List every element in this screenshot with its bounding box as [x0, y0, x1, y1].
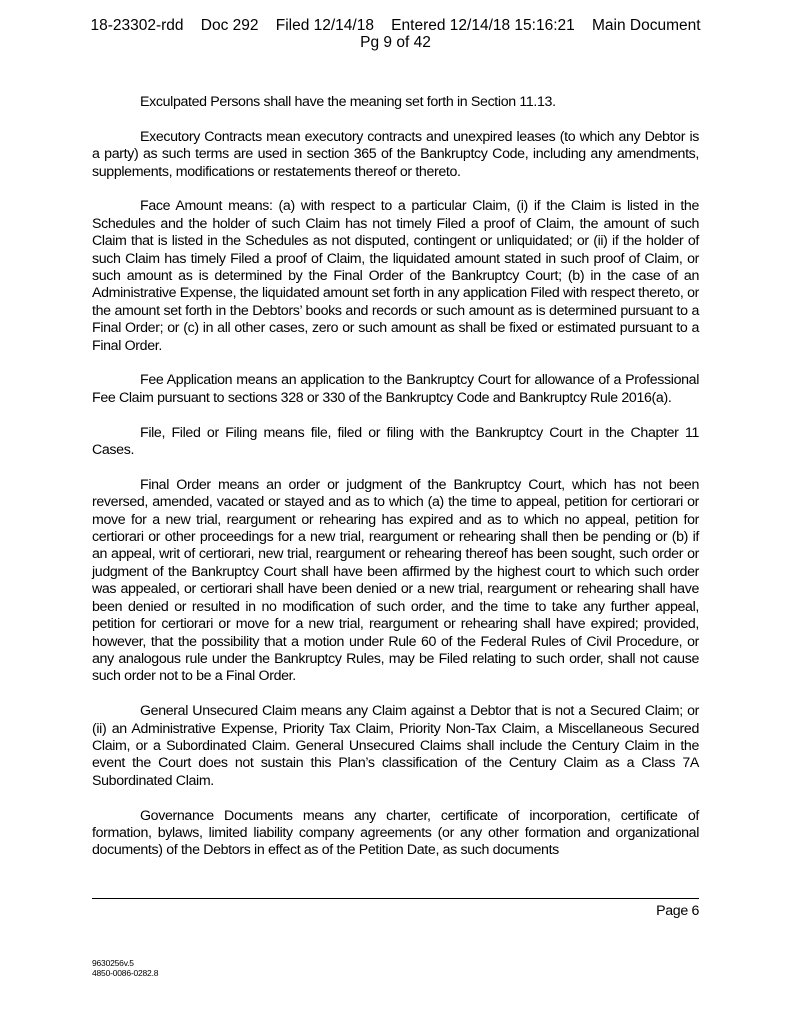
- court-filing-header: [0, 17, 791, 51]
- definition-file-filed-filing: File, Filed or Filing means file, filed or filing with the Bankruptcy Court in the Chapter 11 Cases.: [92, 424, 699, 459]
- definition-exculpated-persons: Exculpated Persons shall have the meaning set forth in Section 11.13.: [140, 94, 556, 110]
- page-number: Page 6: [656, 903, 699, 919]
- definition-governance-documents: Governance Documents means any charter, certificate of incorporation, certificate of formation, bylaws, limited liability company agreements (or any other formation and organizational documents) of the Debtors in effect as of the Petition Date, as such documents: [92, 807, 699, 859]
- document-id-secondary: 4850-0086-0282.8: [92, 968, 159, 978]
- definitions-body: [92, 94, 699, 860]
- definition-final-order: Final Order means an order or judgment of the Bankruptcy Court, which has not been reversed, amended, vacated or stayed and as to which (a) the time to appeal, petition for certiorari or move for a new trial, reargument or rehearing has expired and as to which no appeal, petition for certiorari or other proceedings for a new trial, reargument or rehearing shall then be pending or (b) if an appeal, writ of certiorari, new trial, reargument or rehearing thereof has been sought, such order or judgment of the Bankruptcy Court shall have been affirmed by the highest court to which such order was appealed, or certiorari shall have been denied or a new trial, reargument or rehearing shall have been denied or resulted in no modification of such order, and the time to take any further appeal, petition for certiorari or move for a new trial, reargument or rehearing shall have expired; provided, however, that the possibility that a motion under Rule 60 of the Federal Rules of Civil Procedure, or any analogous rule under the Bankruptcy Rules, may be Filed relating to such order, shall not cause such order not to be a Final Order.: [92, 476, 699, 685]
- definition-face-amount: Face Amount means: (a) with respect to a particular Claim, (i) if the Claim is listed in the Schedules and the holder of such Claim has not timely Filed a proof of Claim, the amount of such Claim that is listed in the Schedules as not disputed, contingent or unliquidated; or (ii) if the holder of such Claim has timely Filed a proof of Claim, the liquidated amount stated in such proof of Claim, or such amount as is determined by the Final Order of the Bankruptcy Court; (b) in the case of an Administrative Expense, the liquidated amount set forth in any application Filed with respect thereto, or the amount set forth in the Debtors’ books and records or such amount as is determined pursuant to a Final Order; or (c) in all other cases, zero or such amount as shall be fixed or estimated pursuant to a Final Order.: [92, 198, 699, 354]
- document-id-primary: 9630256v.5: [92, 958, 134, 968]
- footer-divider: [92, 898, 699, 899]
- definition-fee-application: Fee Application means an application to the Bankruptcy Court for allowance of a Professional Fee Claim pursuant to sections 328 or 330 of the Bankruptcy Code and Bankruptcy Rule 2016(a).: [92, 372, 699, 406]
- filing-stamp-line: 18-23302-rdd Doc 292 Filed 12/14/18 Entered 12/14/18 15:16:21 Main Document: [90, 17, 701, 34]
- definition-general-unsecured-claim: General Unsecured Claim means any Claim against a Debtor that is not a Secured Claim; or (ii) an Administrative Expense, Priority Tax Claim, Priority Non-Tax Claim, a Miscellaneous Secured Claim, or a Subordinated Claim. General Unsecured Claims shall include the Century Claim in the event the Court does not sustain this Plan’s classification of the Century Claim as a Class 7A Subordinated Claim.: [92, 703, 699, 789]
- definition-executory-contracts: Executory Contracts mean executory contracts and unexpired leases (to which any Debtor is a party) as such terms are used in section 365 of the Bankruptcy Code, including any amendments, supplements, modifications or restatements thereof or thereto.: [92, 128, 699, 180]
- page-of-total: Pg 9 of 42: [360, 34, 431, 51]
